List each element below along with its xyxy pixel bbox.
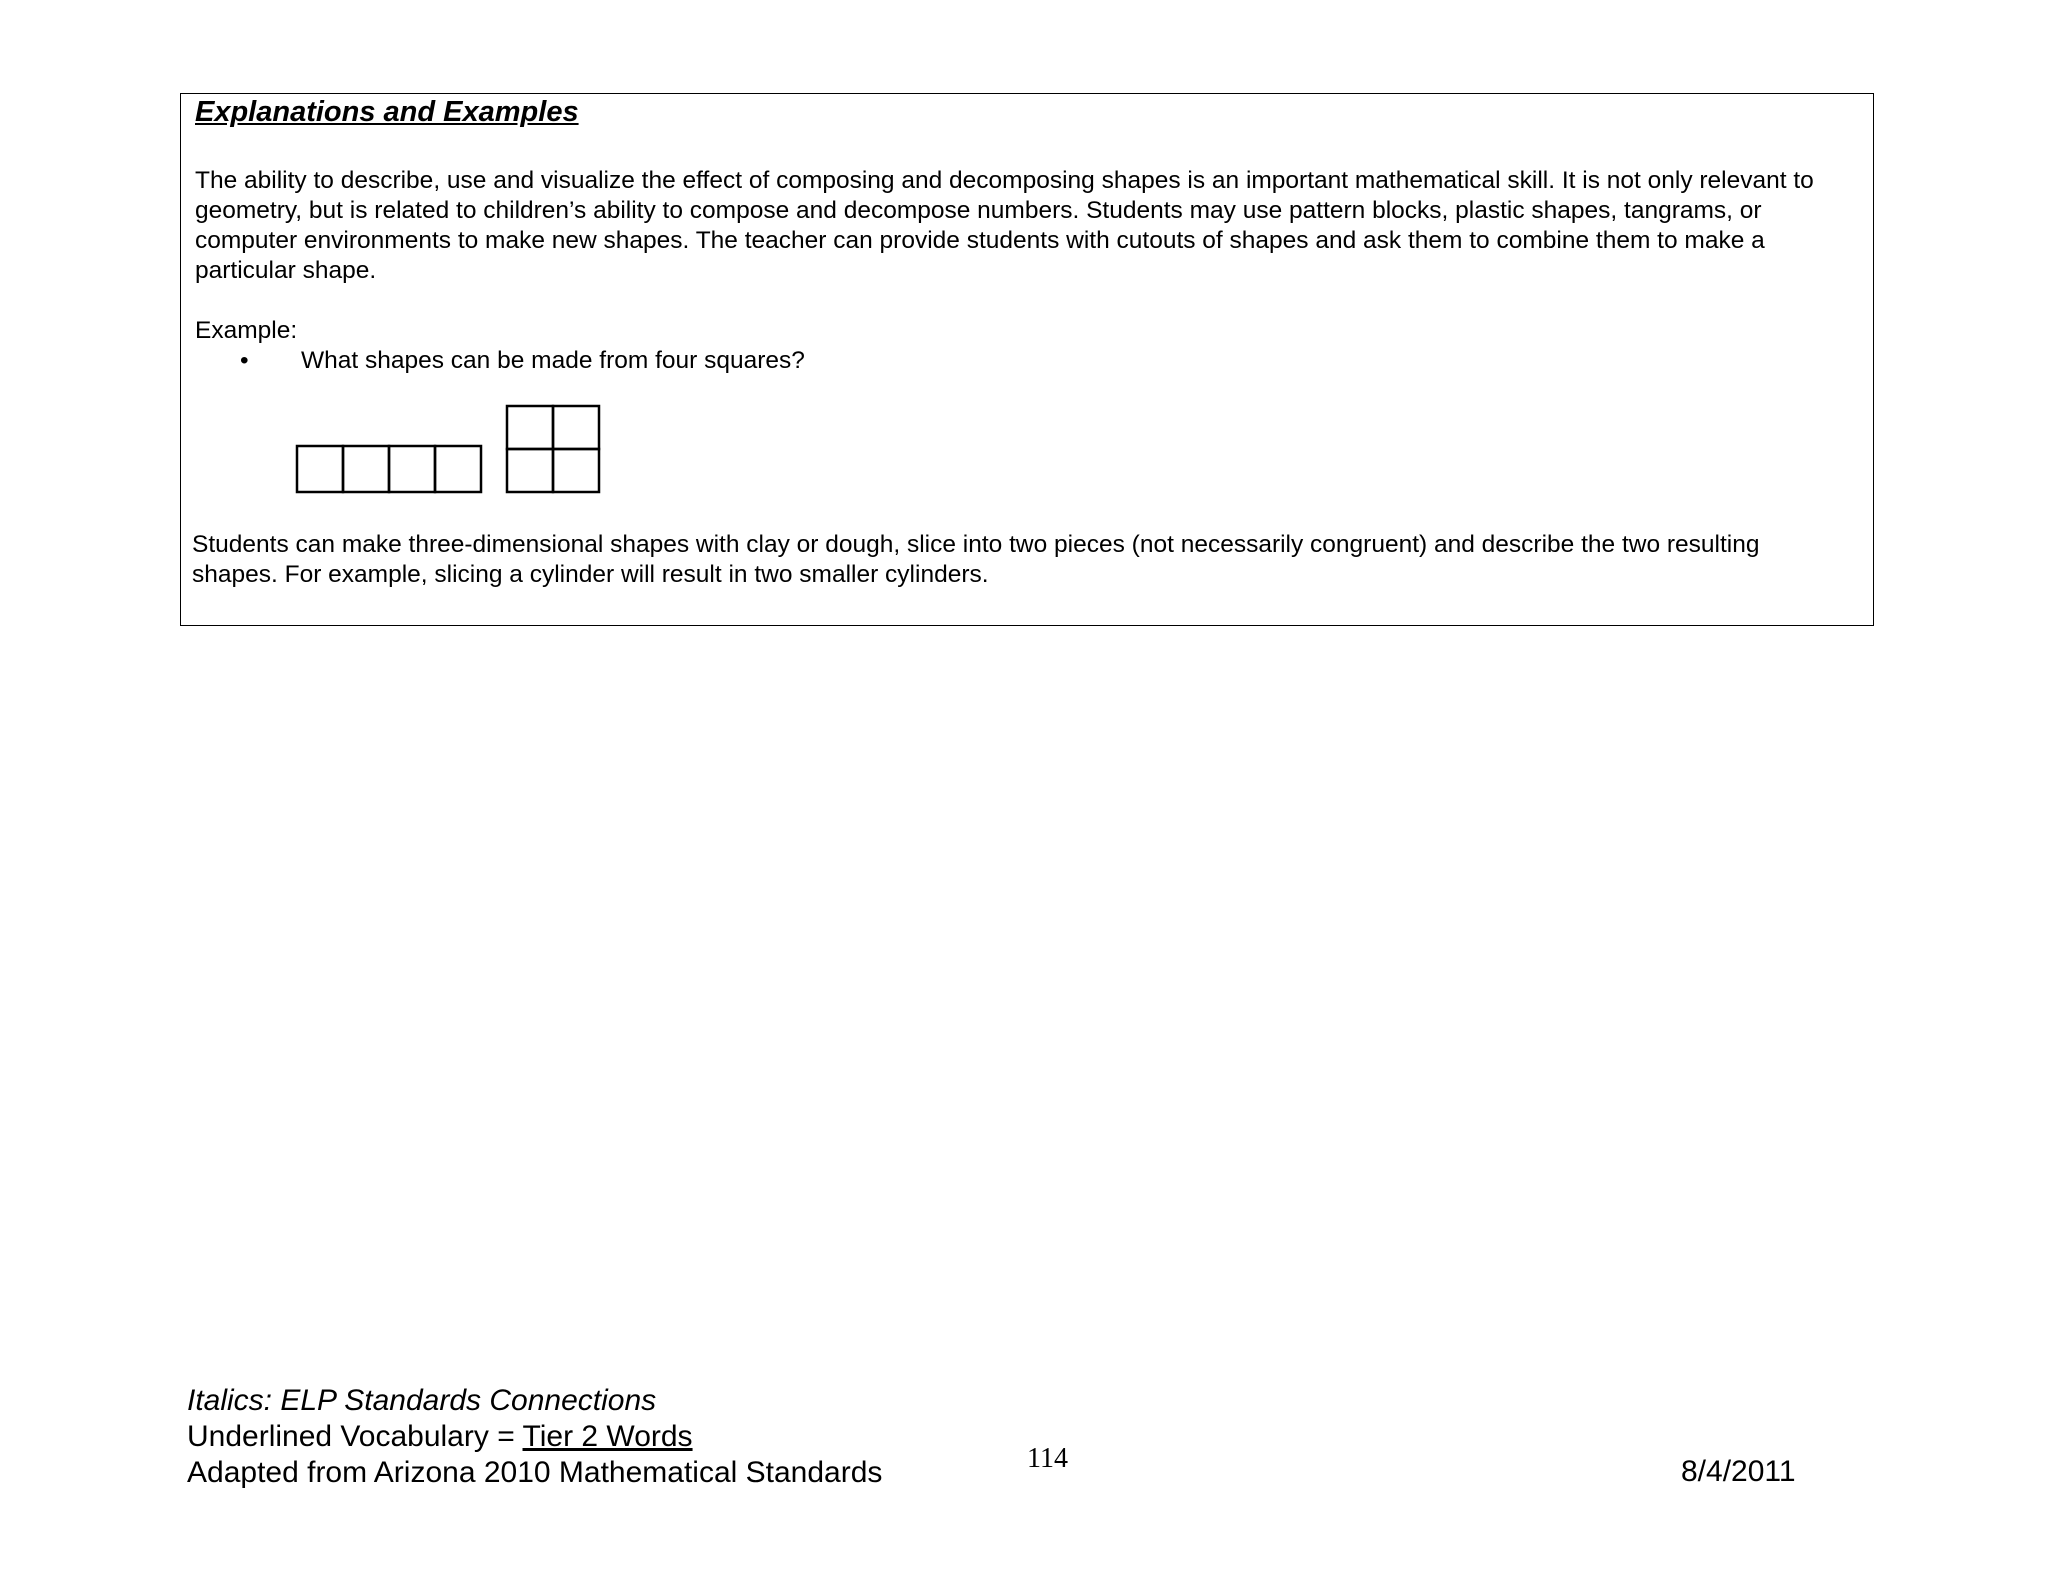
page-number: 114 — [1027, 1443, 1068, 1474]
example-label: Example: — [195, 317, 298, 344]
bullet-question: What shapes can be made from four squares? — [301, 347, 805, 374]
footer-vocabulary-note — [187, 1419, 882, 1455]
square-1 — [297, 446, 343, 492]
intro-paragraph: The ability to describe, use and visualize the effect of composing and decomposing shapes is an important mathematical skill. It is not only relevant to geometry, but is related to children’s ability to compose and decompose numbers. Students may use pattern blocks, plastic shapes, tangrams, or computer environments to make new shapes. The teacher can provide students with cutouts of shapes and ask them to combine them to make a particular shape. — [195, 167, 1814, 284]
footer-date: 8/4/2011 — [1681, 1455, 1796, 1488]
bullet-icon: • — [240, 347, 249, 374]
clay-paragraph: Students can make three-dimensional shapes with clay or dough, slice into two pieces (not necessarily congruent) and describe the two resulting shapes. For example, slicing a cylinder will result in two smaller cylinders. — [192, 531, 1760, 588]
square-8 — [553, 449, 599, 492]
footer-italics-note: Italics: ELP Standards Connections — [187, 1384, 657, 1417]
square-3 — [389, 446, 435, 492]
explanations-box — [180, 93, 1874, 626]
section-heading: Explanations and Examples — [195, 96, 579, 128]
square-7 — [507, 449, 553, 492]
row-of-four-squares — [297, 446, 481, 492]
footer-vocabulary-prefix: Underlined Vocabulary = — [187, 1420, 523, 1453]
footer-tier2-words: Tier 2 Words — [522, 1420, 693, 1453]
square-5 — [507, 406, 553, 449]
footer-notes — [187, 1383, 882, 1491]
square-6 — [553, 406, 599, 449]
two-by-two-square — [507, 406, 599, 492]
footer-source-note: Adapted from Arizona 2010 Mathematical Standards — [187, 1456, 883, 1489]
square-4 — [435, 446, 481, 492]
four-squares-figure — [295, 404, 625, 496]
square-2 — [343, 446, 389, 492]
